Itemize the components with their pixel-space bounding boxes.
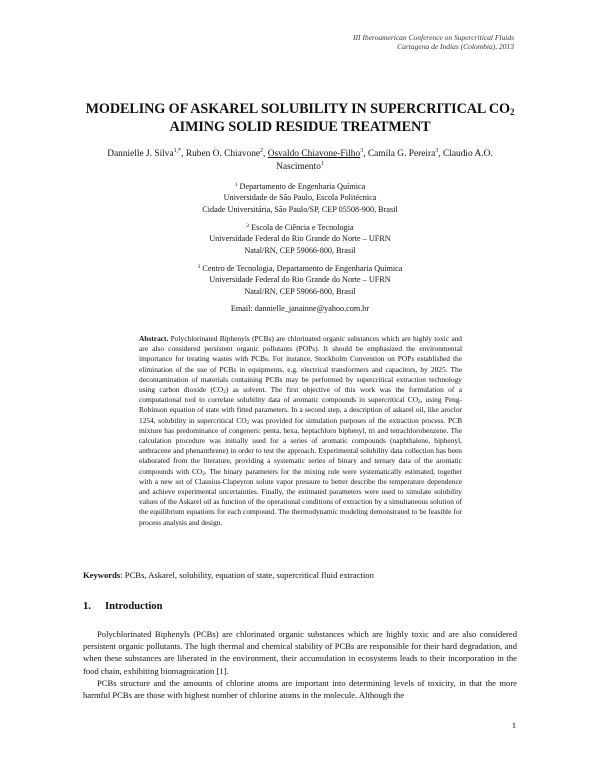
affiliation-1-sup: 1 — [234, 182, 238, 188]
affiliation-2-line-3: Natal/RN, CEP 59066-800, Brasil — [244, 245, 356, 255]
title-subscript: 2 — [510, 107, 515, 117]
body-paragraph-2: PCBs structure and the amounts of chlorine atoms are important into determining levels of toxicity, in that the more harmful PCBs are those with highest number of chlorine atoms in the molecule. Although the — [83, 677, 517, 701]
keywords-label: Keywords — [83, 570, 121, 580]
abstract-sub-2: 2 — [418, 400, 421, 406]
affiliation-3 — [120, 263, 480, 297]
conference-line-1: III Iberoamerican Conference on Supercritical Fluids — [352, 33, 514, 42]
abstract-text-3: , using Peng-Robinson equation of state with fitted parameters. In a second step, a description of askarel oil, like aroclor 1254, solubility in supercritical CO — [139, 395, 462, 425]
abstract-text-4: was provided for simulation purposes of the extraction process. PCB mixture has predominance of congeners: penta, hexa, heptachloro biphenyl, tri and tetrachlorobenzene. The calculation procedure was initially used for a series of aromatic compounds (naphthalene, biphenyl, anthracene and phenanthrene) in order to test the approach. Experimental solubility data collection has been elaborated from the literature, providing a systematic series of binary and ternary data of the aromatic compounds with CO — [139, 415, 463, 476]
author-list: Dannielle J. Silva$^{1,*}$, Ruben O. Chiavone$^2$, Osvaldo Chiavone-Filho$^3$, Camila G. Pereira$^3$, Claudio A.O. Nascimento$^1$ — [107, 148, 493, 172]
affiliation-1 — [120, 181, 480, 215]
contact-email: Email: dannielle_janainne@yahoo.com.br — [230, 304, 370, 313]
affiliation-2 — [120, 222, 480, 256]
conference-header — [353, 33, 514, 51]
page-number: 1 — [511, 721, 516, 730]
abstract-text-1: Polychlorinated Biphenyls (PCBs) are chlorinated organic substances which are highly toxic and are also considered persistent organic pollutants (POPs). It should be emphasized the environmental importance for treating wastes with PCBs. For instance, Stockholm Convention on POPs established the elimination of the use of PCBs in equipments, e.g. electrical transformers and capacitors, by 2025. The decontamination of materials containing PCBs may be performed by supercritical extraction technology using carbon dioxide (CO — [139, 334, 462, 395]
affiliation-1-line-3: Cidade Universitária, São Paulo/SP, CEP 05508-900, Brasil — [202, 204, 398, 214]
section-title: Introduction — [105, 601, 163, 612]
affiliation-2-sup: 2 — [246, 223, 250, 229]
author-3: Osvaldo Chiavone-Filho — [267, 149, 361, 159]
author-4: , Camila G. Pereira — [363, 149, 436, 159]
abstract-text-2: ) as solvent. The first objective of this work was the formulation of a computational tool to correlate solubility data of aromatic compounds in supercritical CO — [139, 385, 463, 405]
author-1-sup: 1,* — [173, 148, 182, 154]
paper-title — [60, 100, 540, 136]
section-number: 1. — [83, 601, 91, 612]
abstract-label: Abstract. — [139, 334, 169, 343]
affiliation-3-line-1: Centro de Tecnologia, Departamento de Engenharia Química — [202, 264, 403, 273]
title-line-1: MODELING OF ASKAREL SOLUBILITY IN SUPERCRITICAL CO — [85, 101, 510, 117]
affiliation-2-line-2: Universidade Federal do Rio Grande do Norte – UFRN — [209, 234, 391, 244]
abstract-text-5: . The binary parameters for the mixing rule were systematically estimated, together with a new set of Clausius-Clapeyron solute vapor pressure to better describe the temperature dependence and achieve experimental uncertainties. Finally, the estimated parameters were used to simulate solubility values of the Askarel oil as function of the operational conditions of extraction by a simultaneous solution of the equilibrium equations for each compound. The thermodynamic modeling demonstrated to be feasible for process analysis and design. — [139, 466, 462, 527]
affiliation-3-line-2: Universidade Federal do Rio Grande do Norte – UFRN — [209, 275, 391, 285]
author-1: Dannielle J. Silva — [107, 149, 174, 159]
affiliation-3-line-3: Natal/RN, CEP 59066-800, Brasil — [244, 286, 356, 296]
author-4-sup: 3 — [435, 148, 439, 154]
keywords-text: : PCBs, Askarel, solubility, equation of state, supercritical fluid extraction — [120, 570, 374, 580]
affiliation-1-line-1: Departamento de Engenharia Química — [239, 182, 366, 191]
author-5-cont: Nascimento — [276, 162, 321, 172]
affiliation-3-sup: 3 — [197, 264, 201, 270]
abstract-sub-3: 2 — [246, 420, 250, 426]
section-heading — [83, 601, 163, 612]
author-5: , Claudio A.O. — [438, 149, 493, 159]
author-5-sup: 1 — [320, 161, 324, 167]
author-3-sup: 3 — [360, 148, 364, 154]
author-2-sup: 2 — [260, 148, 264, 154]
abstract-sub-4: 2 — [202, 471, 205, 477]
conference-line-2: Cartagena de Indias (Colombia), 2013 — [397, 42, 514, 51]
affiliation-1-line-2: Universidade de São Paulo, Escola Politécnica — [223, 193, 377, 203]
keywords — [83, 570, 517, 580]
author-2: , Ruben O. Chiavone — [181, 149, 261, 159]
body-paragraph-1: Polychlorinated Biphenyls (PCBs) are chlorinated organic substances which are highly toxic and are also considered persistent organic pollutants. The high thermal and chemical stability of PCBs are responsible for their hard degradation, and when these substances are liberated in the environment, their accumulation in ecosystems leads to their incorporation in the food chain, exhibiting biomagnication [1]. — [83, 629, 517, 676]
title-line-2: AIMING SOLID RESIDUE TREATMENT — [169, 119, 431, 135]
body-text — [83, 628, 517, 701]
abstract-sub-1: 2 — [223, 390, 226, 396]
abstract — [139, 334, 462, 528]
affiliation-2-line-1: Escola de Ciência e Tecnologia — [251, 223, 354, 232]
